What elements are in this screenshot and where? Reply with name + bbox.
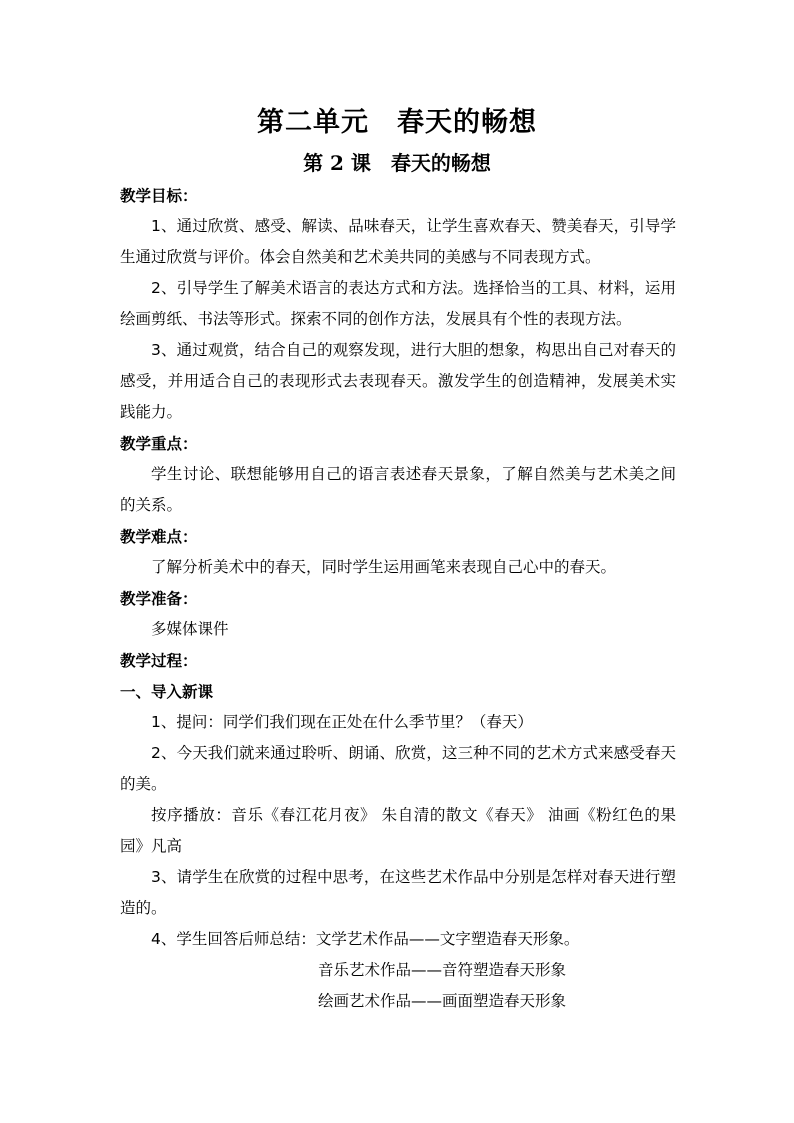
key-points-text: 学生讨论、联想能够用自己的语言表述春天景象，了解自然美与艺术美之间的关系。 bbox=[120, 465, 676, 514]
summary-line: 绘画艺术作品——画面塑造春天形象 bbox=[318, 992, 567, 1010]
process-item: 2、今天我们就来通过聆听、朗诵、欣赏，这三种不同的艺术方式来感受春天的美。 bbox=[120, 744, 676, 793]
difficulties-heading: 教学难点： bbox=[120, 527, 198, 546]
preparation-text: 多媒体课件 bbox=[151, 620, 229, 638]
unit-title: 第二单元 春天的畅想 bbox=[257, 107, 537, 138]
process-item: 按序播放：音乐《春江花月夜》 朱自清的散文《春天》 油画《粉红色的果园》凡高 bbox=[120, 806, 676, 855]
difficulties-text: 了解分析美术中的春天，同时学生运用画笔来表现自己心中的春天。 bbox=[151, 558, 617, 576]
objective-item: 1、通过欣赏、感受、解读、品味春天，让学生喜欢春天、赞美春天，引导学生通过欣赏与评价。体会自然美和艺术美共同的美感与不同表现方式。 bbox=[120, 217, 676, 266]
process-part1-heading: 一、导入新课 bbox=[120, 682, 214, 701]
lesson-content bbox=[120, 180, 676, 1017]
summary-line: 音乐艺术作品——音符塑造春天形象 bbox=[318, 961, 567, 979]
lesson-title: 第 2 课 春天的畅想 bbox=[303, 151, 491, 175]
process-item: 3、请学生在欣赏的过程中思考，在这些艺术作品中分别是怎样对春天进行塑造的。 bbox=[120, 868, 676, 917]
objective-item: 3、通过观赏，结合自己的观察发现，进行大胆的想象，构思出自己对春天的感受，并用适合自己的表现形式去表现春天。激发学生的创造精神，发展美术实践能力。 bbox=[120, 341, 676, 421]
objective-item: 2、引导学生了解美术语言的表达方式和方法。选择恰当的工具、材料，运用绘画剪纸、书法等形式。探索不同的创作方法，发展具有个性的表现方法。 bbox=[120, 279, 676, 328]
key-points-heading: 教学重点： bbox=[120, 434, 198, 453]
process-item: 4、学生回答后师总结：文学艺术作品——文字塑造春天形象。 bbox=[151, 930, 580, 948]
preparation-heading: 教学准备： bbox=[120, 589, 198, 608]
process-item: 1、提问：同学们我们现在正处在什么季节里？（春天） bbox=[151, 713, 533, 731]
objectives-heading: 教学目标： bbox=[120, 186, 198, 205]
process-heading: 教学过程： bbox=[120, 651, 198, 670]
